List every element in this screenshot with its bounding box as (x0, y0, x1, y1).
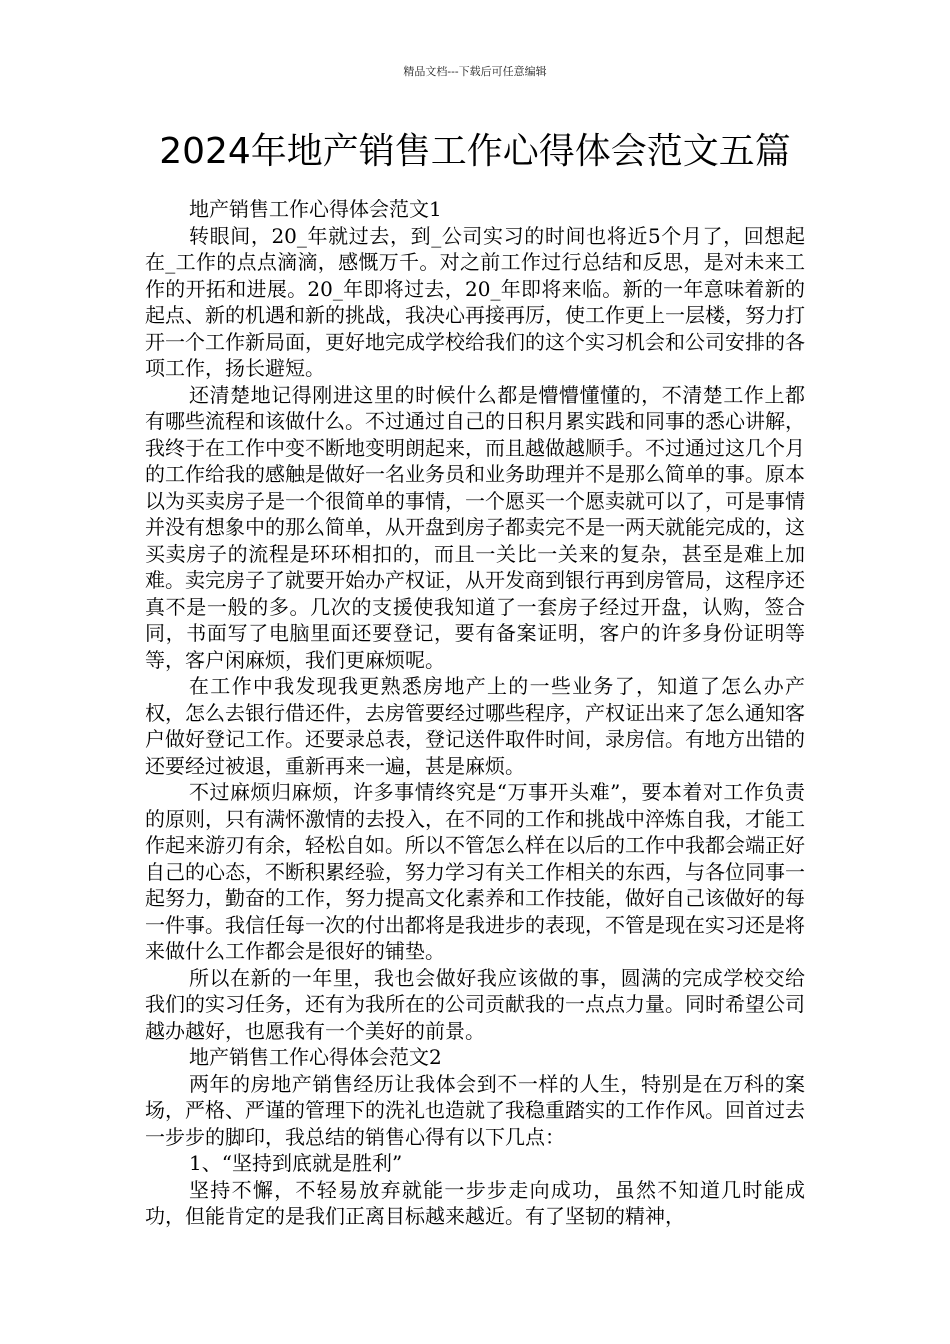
paragraph: 不过麻烦归麻烦，许多事情终究是“万事开头难”，要本着对工作负责的原则，只有满怀激情的去投入，在不同的工作和挑战中淬炼自我，才能工作起来游刃有余，轻松自如。所以不管怎么样在以后的工作中我都会端正好自己的心态，不断积累经验，努力学习有关工作相关的东西，与各位同事一起努力，勤奋的工作，努力提高文化素养和工作技能，做好自己该做好的每一件事。我信任每一次的付出都将是我进步的表现，不管是现在实习还是将来做什么工作都会是很好的铺垫。 (145, 780, 805, 963)
document-title: 2024年地产销售工作心得体会范文五篇 (159, 131, 791, 172)
paragraph: 转眼间，20_年就过去，到_公司实习的时间也将近5个月了，回想起在_工作的点点滴滴，感慨万千。对之前工作过行总结和反思，是对未来工作的开拓和进展。20_年即将过去，20_年即将来临。新的一年意味着新的起点、新的机遇和新的挑战，我决心再接再厉，使工作更上一层楼，努力打开一个工作新局面，更好地完成学校给我们的这个实习机会和公司安排的各项工作，扬长避短。 (145, 223, 805, 380)
section-heading-2: 地产销售工作心得体会范文2 (189, 1045, 442, 1069)
paragraph: 坚持不懈，不轻易放弃就能一步步走向成功，虽然不知道几时能成功，但能肯定的是我们正离目标越来越近。有了坚韧的精神， (145, 1177, 805, 1228)
list-heading: 1、“坚持到底就是胜利” (189, 1151, 403, 1175)
paragraph: 在工作中我发现我更熟悉房地产上的一些业务了，知道了怎么办产权，怎么去银行借还件，去房管要经过哪些程序，产权证出来了怎么通知客户做好登记工作。还要录总表，登记送件取件时间，录房信。有地方出错的还要经过被退，重新再来一遍，甚是麻烦。 (145, 674, 805, 778)
header-note: 精品文档---下载后可任意编辑 (403, 65, 547, 78)
paragraph: 所以在新的一年里，我也会做好我应该做的事，圆满的完成学校交给我们的实习任务，还有为我所在的公司贡献我的一点点力量。同时希望公司越办越好，也愿我有一个美好的前景。 (145, 965, 805, 1043)
document-body (145, 196, 805, 1230)
section-heading-1: 地产销售工作心得体会范文1 (189, 197, 442, 221)
paragraph: 还清楚地记得刚进这里的时候什么都是懵懵懂懂的，不清楚工作上都有哪些流程和该做什么。不过通过自己的日积月累实践和同事的悉心讲解，我终于在工作中变不断地变明朗起来，而且越做越顺手。不过通过这几个月的工作给我的感触是做好一名业务员和业务助理并不是那么简单的事。原本以为买卖房子是一个很简单的事情，一个愿买一个愿卖就可以了，可是事情并没有想象中的那么简单，从开盘到房子都卖完不是一两天就能完成的，这买卖房子的流程是环环相扣的，而且一关比一关来的复杂，甚至是难上加难。卖完房子了就要开始办产权证，从开发商到银行再到房管局，这程序还真不是一般的多。几次的支援使我知道了一套房子经过开盘，认购，签合同，书面写了电脑里面还要登记，要有备案证明，客户的许多身份证明等等，客户闲麻烦，我们更麻烦呢。 (145, 382, 805, 672)
paragraph: 两年的房地产销售经历让我体会到不一样的人生，特别是在万科的案场，严格、严谨的管理下的洗礼也造就了我稳重踏实的工作作风。回首过去一步步的脚印，我总结的销售心得有以下几点： (145, 1071, 805, 1149)
